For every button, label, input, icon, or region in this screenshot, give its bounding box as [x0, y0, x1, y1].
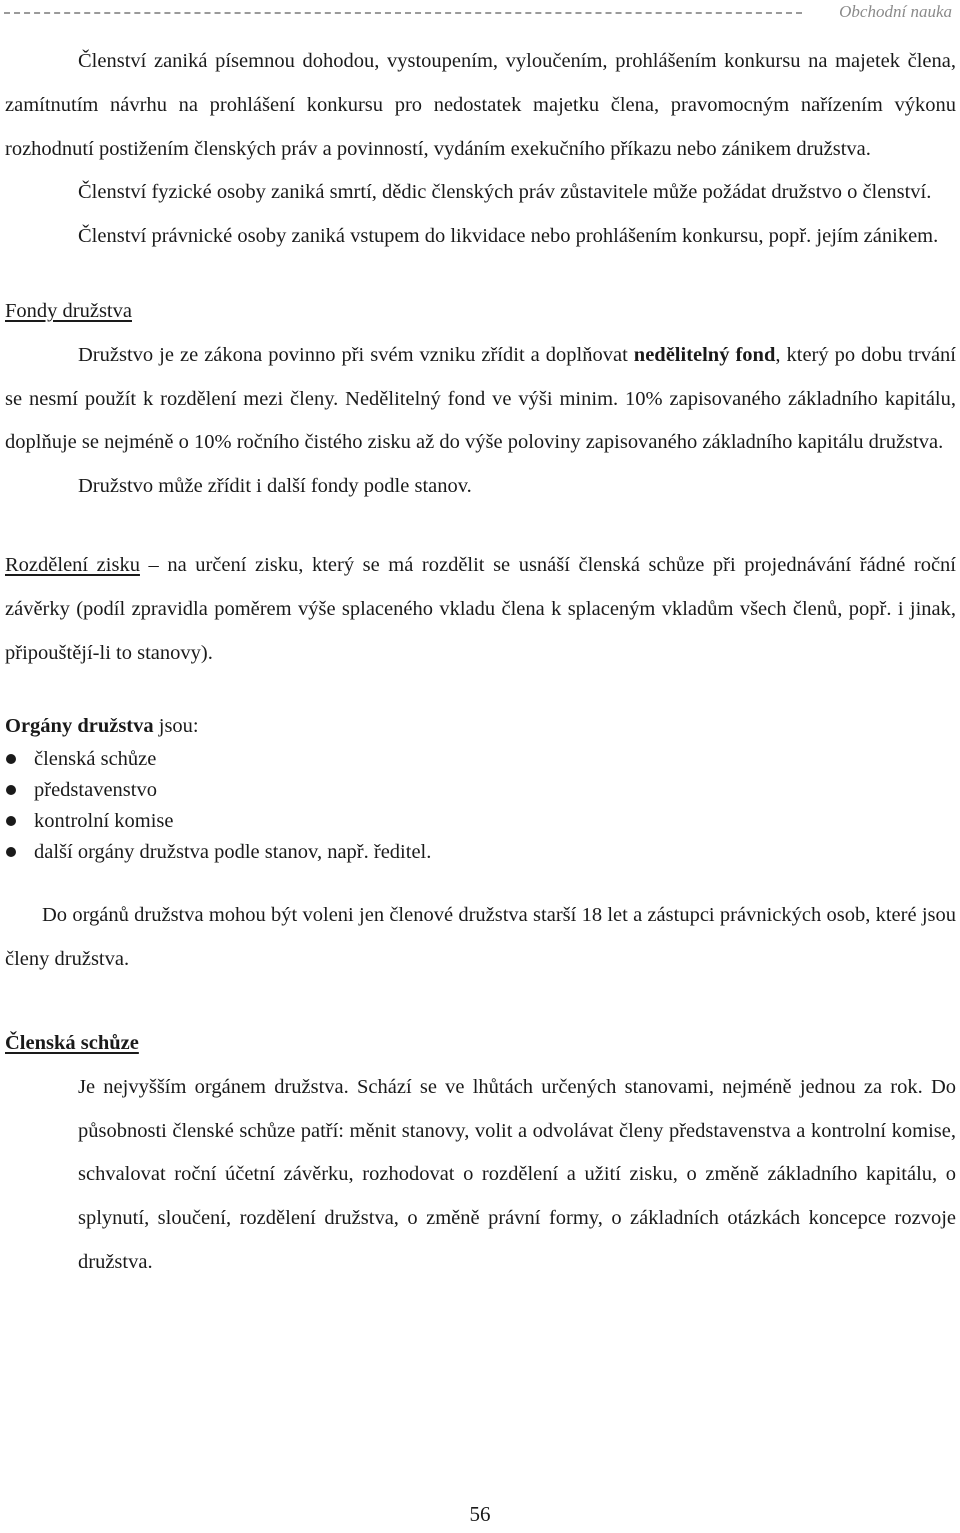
- paragraph-indivisible-fund: [5, 334, 956, 465]
- paragraph-natural-person: Členství fyzické osoby zaniká smrtí, dědic členských práv zůstavitele může požádat družstvo o členství.: [78, 181, 932, 204]
- header-title: Obchodní nauka: [839, 2, 952, 21]
- paragraph-organs-eligibility: Do orgánů družstva mohou být voleni jen členové družstva starší 18 let a zástupci právnických osob, které jsou členy družstva.: [5, 904, 956, 971]
- list-item: [5, 837, 956, 868]
- list-item: [5, 806, 956, 837]
- list-item-label: kontrolní komise: [34, 810, 174, 833]
- heading-members-meeting: [5, 1022, 956, 1066]
- paragraph-membership-termination: Členství zaniká písemnou dohodou, vystoupením, vyloučením, prohlášením konkursu na majetek člena, zamítnutím návrhu na prohlášení konkursu pro nedostatek majetku člena, pravomocným nařízením výkonu rozhodnutí postižením členských práv a povinností, vydáním exekučního příkazu nebo zánikem družstva.: [5, 50, 956, 160]
- page-number: 56: [469, 1502, 491, 1526]
- list-item: [5, 775, 956, 806]
- bullet-icon: [6, 816, 16, 826]
- heading-members-meeting-text: Členská schůze: [5, 1031, 139, 1054]
- heading-funds-text: Fondy družstva: [5, 299, 132, 322]
- list-item-label: představenstvo: [34, 779, 157, 802]
- organs-list: [5, 744, 956, 868]
- bullet-icon: [6, 847, 16, 857]
- bullet-icon: [6, 785, 16, 795]
- paragraph-members-meeting: Je nejvyšším orgánem družstva. Schází se ve lhůtách určených stanovami, nejméně jednou za rok. Do působnosti členské schůze patří: měnit stanovy, volit a odvolávat členy představenstva a kontrolní komise, schvalovat roční účetní závěrku, rozhodovat o rozdělení a užití zisku, o změně základního kapitálu, o splynutí, sloučení, rozdělení družstva, o změně právní formy, o základních otázkách koncepce rozvoje družstva.: [78, 1075, 956, 1273]
- heading-funds: [5, 290, 956, 334]
- page-header: [4, 2, 952, 22]
- list-item-label: další orgány družstva podle stanov, např. ředitel.: [34, 841, 432, 864]
- list-item: [5, 744, 956, 775]
- heading-profit: Rozdělení zisku: [5, 553, 140, 576]
- bullet-icon: [6, 754, 16, 764]
- paragraph-other-funds: Družstvo může zřídit i další fondy podle stanov.: [78, 475, 472, 498]
- header-rule: [4, 12, 802, 14]
- funds-text-after: , který po dobu trvání se nesmí použít k rozdělení mezi členy. Nedělitelný fond ve výši minim. 10% zapisovaného základního kapitálu, doplňuje se nejméně o 10% ročního čistého zisku až do výše poloviny zapisovaného základního kapitálu družstva.: [5, 343, 956, 454]
- heading-organs-suffix: jsou:: [153, 715, 199, 738]
- funds-text-before: Družstvo je ze zákona povinno při svém vzniku zřídit a doplňovat: [78, 343, 634, 366]
- funds-bold-term: nedělitelný fond: [633, 343, 776, 366]
- profit-text: – na určení zisku, který se má rozdělit se usnáší členská schůze při projednávání řádné roční závěrky (podíl zpravidla poměrem výše splaceného vkladu člena k splaceným vkladům všech členů, popř. i jinak, připouštějí-li to stanovy).: [5, 553, 956, 664]
- paragraph-profit-distribution: [5, 544, 956, 675]
- paragraph-legal-person: Členství právnické osoby zaniká vstupem do likvidace nebo prohlášením konkursu, popř. jejím zánikem.: [78, 225, 939, 248]
- heading-organs-text: Orgány družstva: [5, 715, 154, 738]
- document-body: [5, 40, 956, 1285]
- heading-organs: [5, 708, 956, 744]
- list-item-label: členská schůze: [34, 748, 157, 771]
